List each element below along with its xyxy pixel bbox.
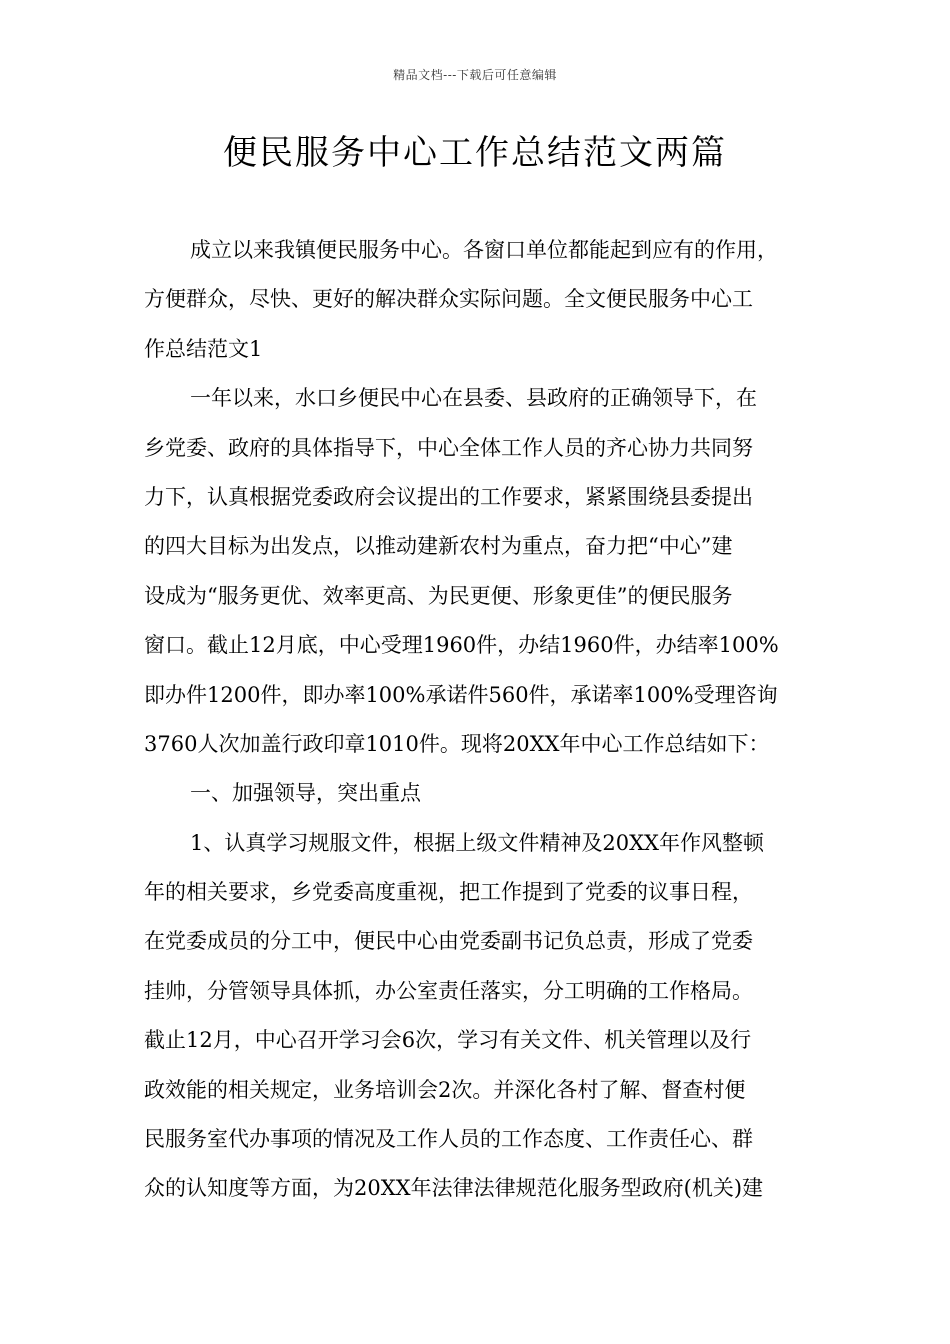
text-line: 3760人次加盖行政印章1010件。现将20XX年中心工作总结如下：	[144, 731, 770, 756]
text-line: 在党委成员的分工中，便民中心由党委副书记负总责，形成了党委	[144, 929, 753, 954]
document-body	[144, 226, 814, 1214]
text-line: 截止12月，中心召开学习会6次，学习有关文件、机关管理以及行	[144, 1028, 752, 1053]
text-line: 挂帅，分管领导具体抓，办公室责任落实，分工明确的工作格局。	[144, 978, 753, 1003]
header-note: 精品文档---下载后可任意编辑	[393, 68, 557, 82]
text-line: 民服务室代办事项的情况及工作人员的工作态度、工作责任心、群	[144, 1127, 753, 1152]
text-line: 方便群众，尽快、更好的解决群众实际问题。全文便民服务中心工	[144, 287, 753, 312]
text-line: 年的相关要求，乡党委高度重视，把工作提到了党委的议事日程，	[144, 880, 753, 905]
text-line: 设成为“服务更优、效率更高、为民更便、形象更佳”的便民服务	[144, 583, 733, 608]
text-line: 的四大目标为出发点，以推动建新农村为重点，奋力把“中心”建	[144, 534, 733, 559]
text-line: 力下，认真根据党委政府会议提出的工作要求，紧紧围绕县委提出	[144, 484, 753, 509]
text-line: 1、认真学习规服文件，根据上级文件精神及20XX年作风整顿	[190, 830, 764, 855]
document-title: 便民服务中心工作总结范文两篇	[223, 133, 727, 173]
text-line: 即办件1200件，即办率100%承诺件560件，承诺率100%受理咨询	[144, 682, 778, 707]
text-line: 作总结范文1	[144, 336, 263, 361]
text-line: 一年以来，水口乡便民中心在县委、县政府的正确领导下，在	[190, 386, 757, 411]
text-line: 政效能的相关规定，业务培训会2次。并深化各村了解、督查村便	[144, 1077, 746, 1102]
text-line: 乡党委、政府的具体指导下，中心全体工作人员的齐心协力共同努	[144, 435, 753, 460]
text-line: 窗口。截止12月底，中心受理1960件，办结1960件，办结率100%	[144, 633, 779, 658]
text-line: 成立以来我镇便民服务中心。各窗口单位都能起到应有的作用，	[190, 238, 778, 262]
section-heading: 一、加强领导，突出重点	[190, 781, 421, 806]
text-line: 众的认知度等方面，为20XX年法律法律规范化服务型政府(机关)建	[144, 1176, 764, 1201]
